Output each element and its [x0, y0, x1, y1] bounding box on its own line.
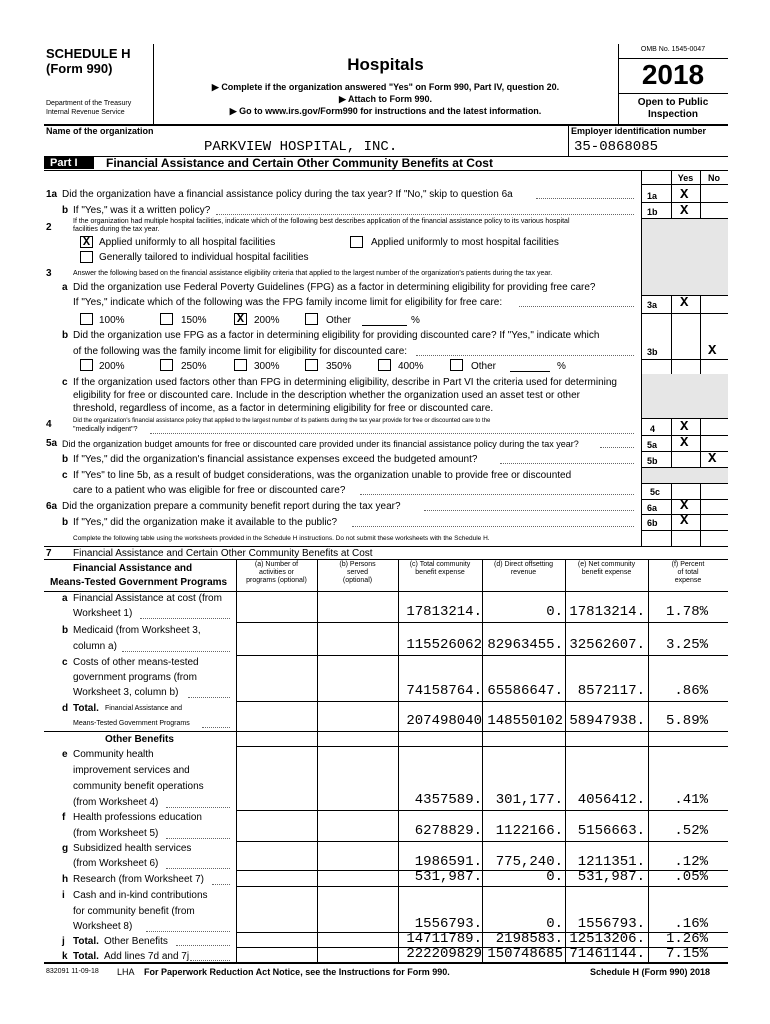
label-3b-200: 200% — [99, 361, 125, 372]
instruction-attach: ▶ Attach to Form 990. — [338, 94, 433, 104]
row-f-total-expense: 6278829. — [414, 823, 482, 839]
q5a-text: Did the organization budget amounts for free or discounted care provided under its financial assistance policy during the tax year? — [62, 439, 579, 449]
col-d-header — [482, 561, 565, 577]
label-3b-pct: % — [557, 361, 566, 372]
answer-1b-yes[interactable]: X — [680, 203, 689, 219]
num-3b: b — [62, 330, 69, 341]
row-c-label-1: Costs of other means-tested — [73, 657, 199, 668]
q2-text-2: facilities during the tax year. — [73, 226, 160, 233]
row-j-offsetting-revenue: 2198583. — [495, 931, 563, 947]
row-j-label-1b: Other Benefits — [104, 936, 168, 947]
row-g-offsetting-revenue: 775,240. — [495, 854, 563, 870]
row-c-offsetting-revenue: 65586647. — [487, 683, 563, 699]
row-f-percent: .52% — [674, 823, 708, 839]
yes-header: Yes — [677, 173, 694, 183]
tax-year: 2018 — [641, 59, 705, 90]
row-d-net-expense: 58947938. — [569, 713, 645, 729]
checkbox-applied-most[interactable] — [350, 236, 363, 248]
box-5c: 5c — [650, 487, 661, 497]
num-5b: b — [62, 454, 69, 465]
row-g-total-expense: 1986591. — [414, 854, 482, 870]
dept-treasury: Department of the Treasury — [46, 100, 132, 107]
row-e-label-4: (from Worksheet 4) — [73, 797, 159, 808]
row-b-net-expense: 32562607. — [569, 637, 645, 653]
row-i-net-expense: 1556793. — [577, 916, 645, 932]
row-i-offsetting-revenue: 0. — [546, 916, 563, 932]
box-3b: 3b — [647, 347, 658, 357]
row-e-percent: .41% — [674, 792, 708, 808]
row-a-label-2: Worksheet 1) — [73, 608, 133, 619]
num-3: 3 — [46, 268, 52, 279]
row-f-letter: f — [62, 812, 66, 823]
label-3b-250: 250% — [181, 361, 207, 372]
row-f-offsetting-revenue: 1122166. — [495, 823, 563, 839]
row-h-offsetting-revenue: 0. — [546, 869, 563, 885]
answer-6b-yes[interactable]: X — [680, 513, 689, 529]
omb-number: OMB No. 1545-0047 — [640, 46, 706, 53]
q3b-text-2: of the following was the family income limit for eligibility for discounted care: — [73, 346, 408, 357]
input-3b-other[interactable] — [510, 371, 550, 372]
q3a-text-2: If "Yes," indicate which of the following was the FPG family income limit for eligibility for free care: — [73, 297, 503, 308]
ein-label: Employer identification number — [571, 126, 707, 136]
row-f-net-expense: 5156663. — [577, 823, 645, 839]
part-title: Financial Assistance and Certain Other Community Benefits at Cost — [106, 156, 493, 170]
row-g-net-expense: 1211351. — [577, 854, 645, 870]
num-6b: b — [62, 517, 69, 528]
row-e-label-1: Community health — [73, 749, 154, 760]
checkbox-3a-other[interactable] — [305, 313, 318, 325]
col-a-header-2: activities or — [258, 569, 294, 576]
row-e-offsetting-revenue: 301,177. — [495, 792, 563, 808]
col-f-header-1: (f) Percent — [671, 561, 705, 568]
col-c-header — [398, 561, 482, 577]
q3c-text-1: If the organization used factors other than FPG in determining eligibility, describe in Part VI the criteria used for determining — [73, 377, 617, 388]
dept-irs: Internal Revenue Service — [46, 109, 125, 116]
row-c-letter: c — [62, 657, 68, 668]
q5c-text-2: care to a patient who was eligible for free or discounted care? — [73, 485, 346, 496]
num-3a: a — [62, 282, 68, 293]
q5b-text: If "Yes," did the organization's financial assistance expenses exceed the budgeted amount? — [73, 454, 478, 465]
row-c-net-expense: 8572117. — [577, 683, 645, 699]
q5c-text-1: If "Yes" to line 5b, as a result of budget considerations, was the organization unable to provide free or discounted — [73, 470, 572, 481]
q6b-text: If "Yes," did the organization make it available to the public? — [73, 517, 338, 528]
row-e-label-3: community benefit operations — [73, 781, 204, 792]
col-d-header-2: revenue — [510, 569, 537, 576]
row-d-total-expense: 207498040 — [406, 713, 482, 729]
row-j-letter: j — [62, 936, 65, 947]
row-k-label-1: Total. — [73, 951, 99, 962]
row-j-net-expense: 12513206. — [569, 931, 645, 947]
q3c-text-2: eligibility for free or discounted care. Include in the description whether the organization used an asset test or other — [73, 390, 580, 401]
q3a-text-1: Did the organization use Federal Poverty Guidelines (FPG) as a factor in determining eligibility for providing free care? — [73, 282, 596, 293]
row-i-percent: .16% — [674, 916, 708, 932]
q4-text-1: Did the organization's financial assistance policy that applied to the largest number of its patients during the tax year provide for free or discounted care to the — [73, 418, 491, 424]
org-name-label: Name of the organization — [46, 126, 154, 136]
q2-text-1: If the organization had multiple hospital facilities, indicate which of the following best describes application of the financial assistance policy to its various hospital — [73, 218, 570, 225]
row-k-total-expense: 222209829 — [406, 946, 482, 962]
label-3a-150: 150% — [181, 315, 207, 326]
box-5b: 5b — [647, 456, 658, 466]
row-b-total-expense: 115526062 — [406, 637, 482, 653]
lha-label: LHA — [117, 967, 135, 977]
row-a-total-expense: 17813214. — [406, 604, 482, 620]
num-5c: c — [62, 470, 68, 481]
row-f-label-1: Health professions education — [73, 812, 202, 823]
table-header-left-1: Financial Assistance and — [73, 563, 193, 574]
num-4: 4 — [46, 419, 52, 430]
row-k-letter: k — [62, 951, 68, 962]
form-title: Hospitals — [347, 55, 424, 74]
num-6a: 6a — [46, 501, 58, 512]
col-f-header-2: of total — [677, 569, 699, 576]
label-3b-300: 300% — [254, 361, 280, 372]
option-applied-most: Applied uniformly to most hospital facilities — [371, 237, 559, 248]
row-k-label-1b: Add lines 7d and 7j — [104, 951, 190, 962]
col-b-header-1: (b) Persons — [339, 561, 376, 568]
row-a-offsetting-revenue: 0. — [546, 604, 563, 620]
q3c-text-3: threshold, regardless of income, as a factor in determining eligibility for free or discounted care. — [73, 403, 494, 414]
label-3a-100: 100% — [99, 315, 125, 326]
checkbox-tailored[interactable] — [80, 251, 93, 263]
row-d-label-2: Means-Tested Government Programs — [73, 720, 190, 727]
col-b-header-3: (optional) — [342, 577, 373, 584]
row-c-total-expense: 74158764. — [406, 683, 482, 699]
box-4: 4 — [650, 424, 656, 434]
num-5a: 5a — [46, 438, 58, 449]
checkbox-3a-200[interactable]: X — [234, 313, 247, 325]
form-code: 832091 11-09-18 — [46, 968, 99, 975]
open-public: Open to Public — [637, 97, 709, 108]
row-e-net-expense: 4056412. — [577, 792, 645, 808]
input-3a-other[interactable] — [362, 325, 407, 326]
option-tailored: Generally tailored to individual hospital facilities — [99, 252, 309, 263]
row-h-letter: h — [62, 874, 69, 885]
row-i-letter: i — [62, 890, 65, 901]
box-5a: 5a — [647, 440, 658, 450]
row-b-percent: 3.25% — [665, 637, 708, 653]
col-e-header-1: (e) Net community — [577, 561, 636, 568]
row-g-percent: .12% — [674, 854, 708, 870]
q4-text-2: "medically indigent"? — [73, 426, 138, 433]
row-i-label-1: Cash and in-kind contributions — [73, 890, 208, 901]
row-b-letter: b — [62, 625, 69, 636]
box-1a: 1a — [647, 191, 658, 201]
row-d-label-1: Total. — [73, 703, 99, 714]
row-k-percent: 7.15% — [665, 946, 708, 962]
open-inspection: Inspection — [647, 109, 698, 120]
ein-value: 35-0868085 — [574, 139, 659, 155]
row-b-offsetting-revenue: 82963455. — [487, 637, 563, 653]
org-name: PARKVIEW HOSPITAL, INC. — [204, 139, 398, 155]
answer-3b-no[interactable]: X — [708, 343, 717, 359]
col-e-header-2: benefit expense — [581, 569, 632, 576]
row-d-offsetting-revenue: 148550102 — [487, 713, 563, 729]
row-j-total-expense: 14711789. — [406, 931, 482, 947]
row-d-letter: d — [62, 703, 69, 714]
row-h-total-expense: 531,987. — [414, 869, 482, 885]
row-j-label-1: Total. — [73, 936, 99, 947]
answer-4-yes[interactable]: X — [680, 419, 689, 435]
other-benefits-heading: Other Benefits — [105, 734, 174, 745]
row-h-net-expense: 531,987. — [577, 869, 645, 885]
row-b-label-2: column a) — [73, 641, 117, 652]
row-e-total-expense: 4357589. — [414, 792, 482, 808]
row-c-percent: .86% — [674, 683, 708, 699]
schedule-label: SCHEDULE H — [46, 46, 131, 61]
col-a-header-1: (a) Number of — [254, 561, 299, 568]
col-e-header — [565, 561, 648, 577]
row-c-label-2: government programs (from — [73, 672, 197, 683]
answer-5b-no[interactable]: X — [708, 451, 717, 467]
row-c-label-3: Worksheet 3, column b) — [73, 687, 179, 698]
row-k-net-expense: 71461144. — [569, 946, 645, 962]
row-h-percent: .05% — [674, 869, 708, 885]
col-d-header-1: (d) Direct offsetting — [493, 561, 553, 568]
q3b-text-1: Did the organization use FPG as a factor in determining eligibility for providing discounted care? If "Yes," indicate which — [73, 330, 600, 341]
row-g-label-1: Subsidized health services — [73, 843, 192, 854]
instruction-website: ▶ Go to www.irs.gov/Form990 for instructions and the latest information. — [229, 106, 542, 116]
checkbox-3a-150[interactable] — [160, 313, 173, 325]
q6a-text: Did the organization prepare a community benefit report during the tax year? — [62, 501, 401, 512]
row-d-label-1b: Financial Assistance and — [105, 705, 183, 712]
instruction-complete: ▶ Complete if the organization answered "Yes" on Form 990, Part IV, question 20. — [211, 82, 560, 92]
row-b-label-1: Medicaid (from Worksheet 3, — [73, 625, 201, 636]
row-k-offsetting-revenue: 150748685 — [487, 946, 563, 962]
box-1b: 1b — [647, 207, 658, 217]
col-a-header — [236, 561, 317, 585]
option-applied-all: Applied uniformly to all hospital facilities — [99, 237, 276, 248]
col-f-header-3: expense — [674, 577, 702, 584]
checkbox-3b-350[interactable] — [305, 359, 318, 371]
q1b-text: If "Yes," was it a written policy? — [73, 205, 211, 216]
worksheet-note: Complete the following table using the worksheets provided in the Schedule H instructions. Do not submit these worksheets with the Schedule H. — [73, 535, 490, 542]
row-a-label-1: Financial Assistance at cost (from — [73, 593, 222, 604]
form-number: (Form 990) — [46, 61, 113, 76]
row-g-letter: g — [62, 843, 69, 854]
row-a-letter: a — [62, 593, 68, 604]
col-a-header-3: programs (optional) — [246, 577, 307, 584]
paperwork-notice: For Paperwork Reduction Act Notice, see the Instructions for Form 990. — [144, 967, 450, 977]
col-b-header — [317, 561, 398, 585]
label-3a-200: 200% — [254, 315, 280, 326]
checkbox-3b-200[interactable] — [80, 359, 93, 371]
checkbox-3b-400[interactable] — [378, 359, 391, 371]
row-f-label-2: (from Worksheet 5) — [73, 828, 159, 839]
col-b-header-2: served — [346, 569, 368, 576]
num-1a: 1a — [46, 189, 58, 200]
row-e-letter: e — [62, 749, 68, 760]
q7-title: Financial Assistance and Certain Other Community Benefits at Cost — [73, 548, 373, 559]
checkbox-3b-300[interactable] — [234, 359, 247, 371]
q1a-text: Did the organization have a financial assistance policy during the tax year? If "No," skip to question 6a — [62, 189, 513, 200]
col-c-header-1: (c) Total community — [409, 561, 471, 568]
num-7: 7 — [46, 548, 52, 559]
label-3b-400: 400% — [398, 361, 424, 372]
label-3a-pct: % — [411, 315, 420, 326]
num-2: 2 — [46, 222, 52, 233]
col-c-header-2: benefit expense — [415, 569, 465, 576]
part-label: Part I — [50, 157, 78, 169]
num-3c: c — [62, 377, 68, 388]
row-a-percent: 1.78% — [665, 604, 708, 620]
row-d-percent: 5.89% — [665, 713, 708, 729]
q3-text: Answer the following based on the financial assistance eligibility criteria that applied to the largest number of the organization's patients during the tax year. — [73, 270, 553, 277]
row-h-label-1: Research (from Worksheet 7) — [73, 874, 204, 885]
checkbox-3b-250[interactable] — [160, 359, 173, 371]
table-header-left-2: Means-Tested Government Programs — [50, 577, 228, 588]
row-j-percent: 1.26% — [665, 931, 708, 947]
no-header: No — [708, 173, 720, 183]
checkbox-3b-other[interactable] — [450, 359, 463, 371]
label-3a-other: Other — [326, 315, 352, 326]
box-6b: 6b — [647, 518, 658, 528]
answer-5a-yes[interactable]: X — [680, 435, 689, 451]
row-i-label-2: for community benefit (from — [73, 906, 195, 917]
num-1b: b — [62, 205, 69, 216]
row-i-label-3: Worksheet 8) — [73, 921, 133, 932]
row-a-net-expense: 17813214. — [569, 604, 645, 620]
checkbox-applied-all[interactable]: X — [80, 236, 93, 248]
answer-3a-yes[interactable]: X — [680, 295, 689, 311]
label-3b-350: 350% — [326, 361, 352, 372]
col-f-header — [648, 561, 728, 585]
answer-1a-yes[interactable]: X — [680, 187, 689, 203]
box-6a: 6a — [647, 503, 658, 513]
box-3a: 3a — [647, 300, 658, 310]
label-3b-other: Other — [471, 361, 497, 372]
footer-schedule-label: Schedule H (Form 990) 2018 — [590, 967, 711, 977]
row-g-label-2: (from Worksheet 6) — [73, 858, 159, 869]
row-e-label-2: improvement services and — [73, 765, 190, 776]
checkbox-3a-100[interactable] — [80, 313, 93, 325]
row-i-total-expense: 1556793. — [414, 916, 482, 932]
answer-6a-yes[interactable]: X — [680, 498, 689, 514]
